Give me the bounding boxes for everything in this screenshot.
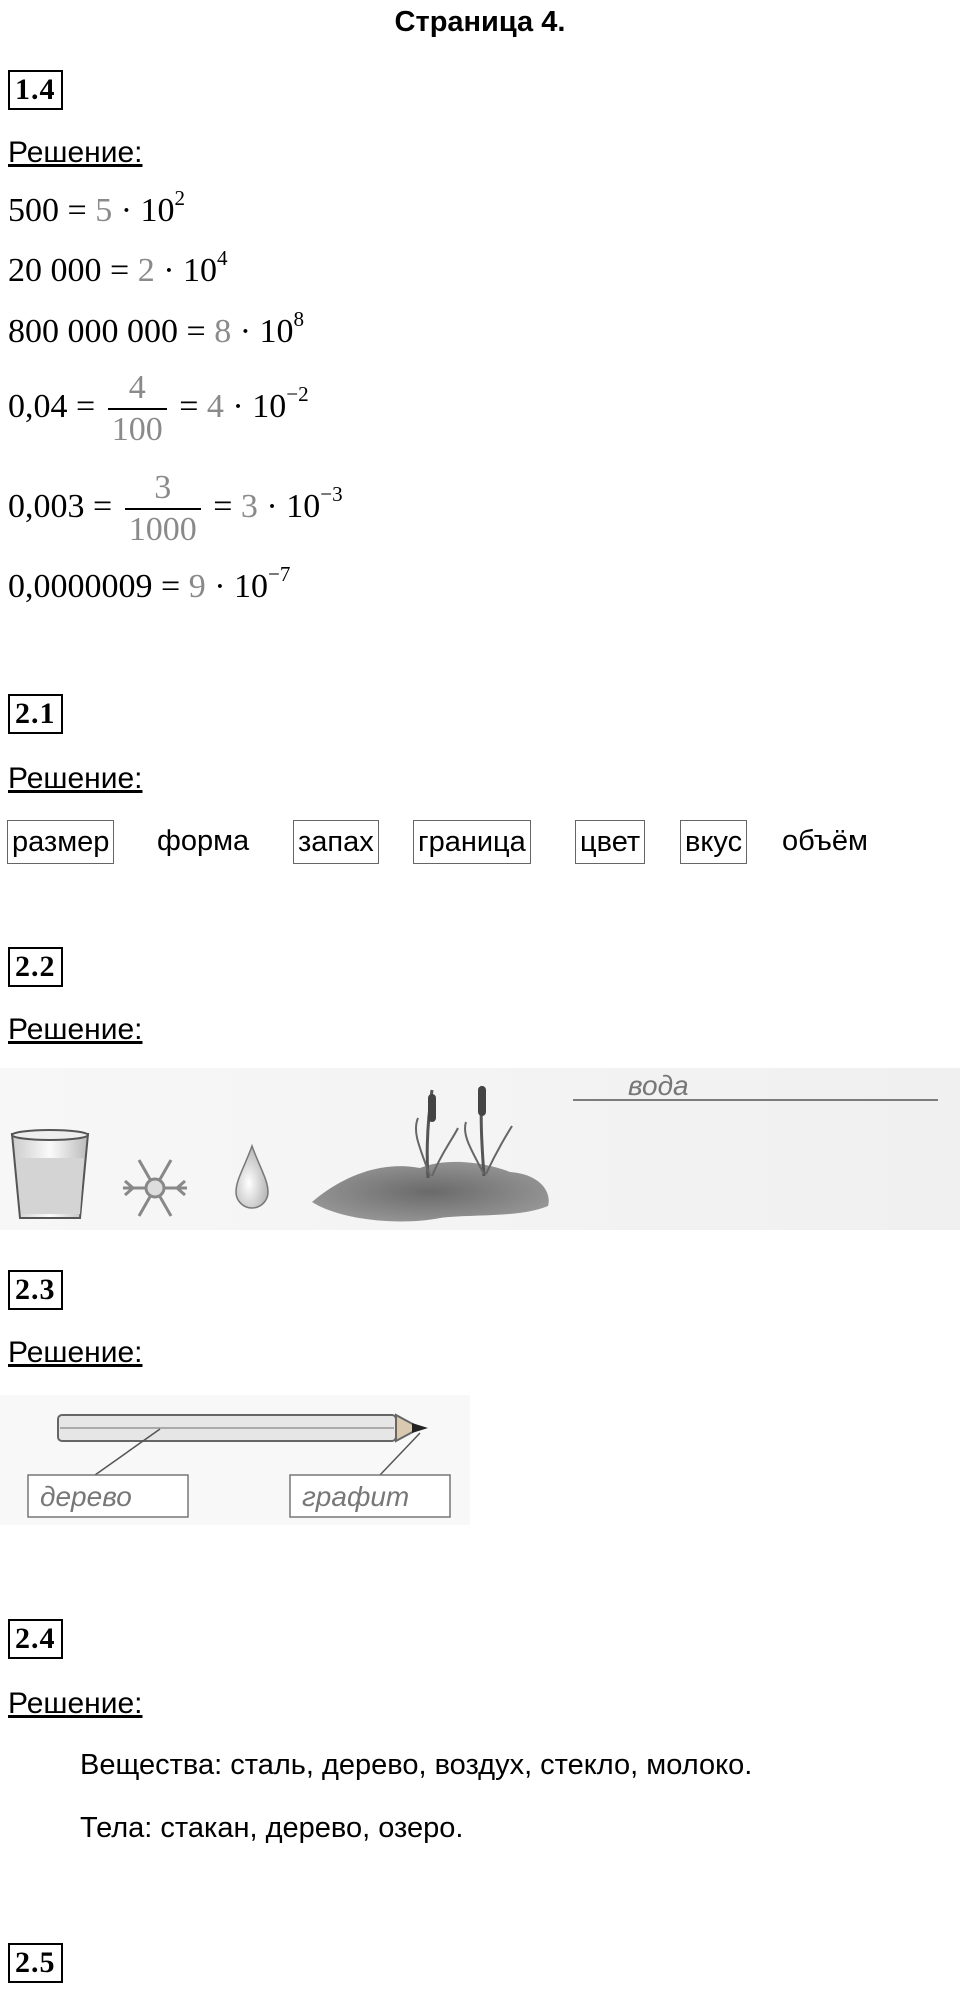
task-number-2-3: 2.3 xyxy=(8,1270,63,1310)
bodies-line: Тела: стакан, дерево, озеро. xyxy=(80,1812,464,1844)
denominator: 1000 xyxy=(125,508,201,550)
solution-label: Решение: xyxy=(8,1336,143,1369)
coefficient: 4 xyxy=(206,387,224,425)
pencil-illustration xyxy=(0,1395,470,1525)
solution-label: Решение: xyxy=(8,762,143,795)
coefficient: 2 xyxy=(137,252,155,289)
label-graphite: графит xyxy=(302,1481,410,1512)
word-boundary: граница xyxy=(413,820,531,864)
coefficient: 3 xyxy=(240,487,258,525)
lhs: 20 000 = xyxy=(8,252,130,289)
task-number-1-4: 1.4 xyxy=(8,70,63,110)
denominator: 100 xyxy=(108,408,167,450)
word-taste: вкус xyxy=(680,820,747,864)
task-number-2-5: 2.5 xyxy=(8,1943,63,1983)
numerator: 3 xyxy=(154,469,172,506)
power-base: · 10 xyxy=(163,252,218,289)
equals: = xyxy=(179,387,199,425)
equals: = xyxy=(213,487,233,525)
coefficient: 5 xyxy=(95,192,113,229)
solution-label: Решение: xyxy=(8,136,143,169)
power-base: · 10 xyxy=(266,487,321,525)
task-number-2-2: 2.2 xyxy=(8,947,63,987)
equation-row-4 xyxy=(8,368,309,450)
lhs: 500 = xyxy=(8,192,87,229)
power-base: · 10 xyxy=(214,568,269,605)
word-volume: объём xyxy=(782,825,868,857)
solution-label: Решение: xyxy=(8,1687,143,1720)
lhs: 800 000 000 = xyxy=(8,313,206,350)
equation-row-5 xyxy=(8,468,343,550)
task-number-2-1: 2.1 xyxy=(8,694,63,734)
lhs: 0,003 = xyxy=(8,487,113,525)
coefficient: 8 xyxy=(214,313,232,350)
word-smell: запах xyxy=(293,820,379,864)
fraction xyxy=(125,468,201,550)
equation-row-1 xyxy=(8,186,186,230)
power-base: · 10 xyxy=(239,313,294,350)
water-states-illustration xyxy=(0,1068,960,1230)
exponent: 2 xyxy=(174,186,186,211)
lhs: 0,0000009 = xyxy=(8,568,181,605)
word-shape: форма xyxy=(157,825,250,857)
glass-of-water-icon xyxy=(12,1130,88,1218)
exponent: −3 xyxy=(320,482,343,506)
task-number-2-4: 2.4 xyxy=(8,1619,63,1659)
equation-row-2 xyxy=(8,246,228,290)
word-size: размер xyxy=(7,820,114,864)
word-color: цвет xyxy=(575,820,645,864)
coefficient: 9 xyxy=(188,568,206,605)
equation-row-6 xyxy=(8,562,291,606)
exponent: 4 xyxy=(217,246,228,271)
lhs: 0,04 = xyxy=(8,387,96,425)
equation-row-3 xyxy=(8,307,305,351)
solution-label: Решение: xyxy=(8,1013,143,1046)
power-base: · 10 xyxy=(120,192,175,229)
numerator: 4 xyxy=(128,369,146,406)
exponent: −2 xyxy=(286,382,309,406)
exponent: 8 xyxy=(293,307,305,332)
label-wood: дерево xyxy=(40,1481,132,1512)
substances-line: Вещества: сталь, дерево, воздух, стекло, молоко. xyxy=(80,1749,753,1781)
answer-water: вода xyxy=(628,1070,689,1101)
power-base: · 10 xyxy=(232,387,287,425)
exponent: −7 xyxy=(268,562,291,587)
page-title: Страница 4. xyxy=(394,6,566,38)
pencil-icon xyxy=(58,1415,428,1441)
fraction xyxy=(108,368,167,450)
